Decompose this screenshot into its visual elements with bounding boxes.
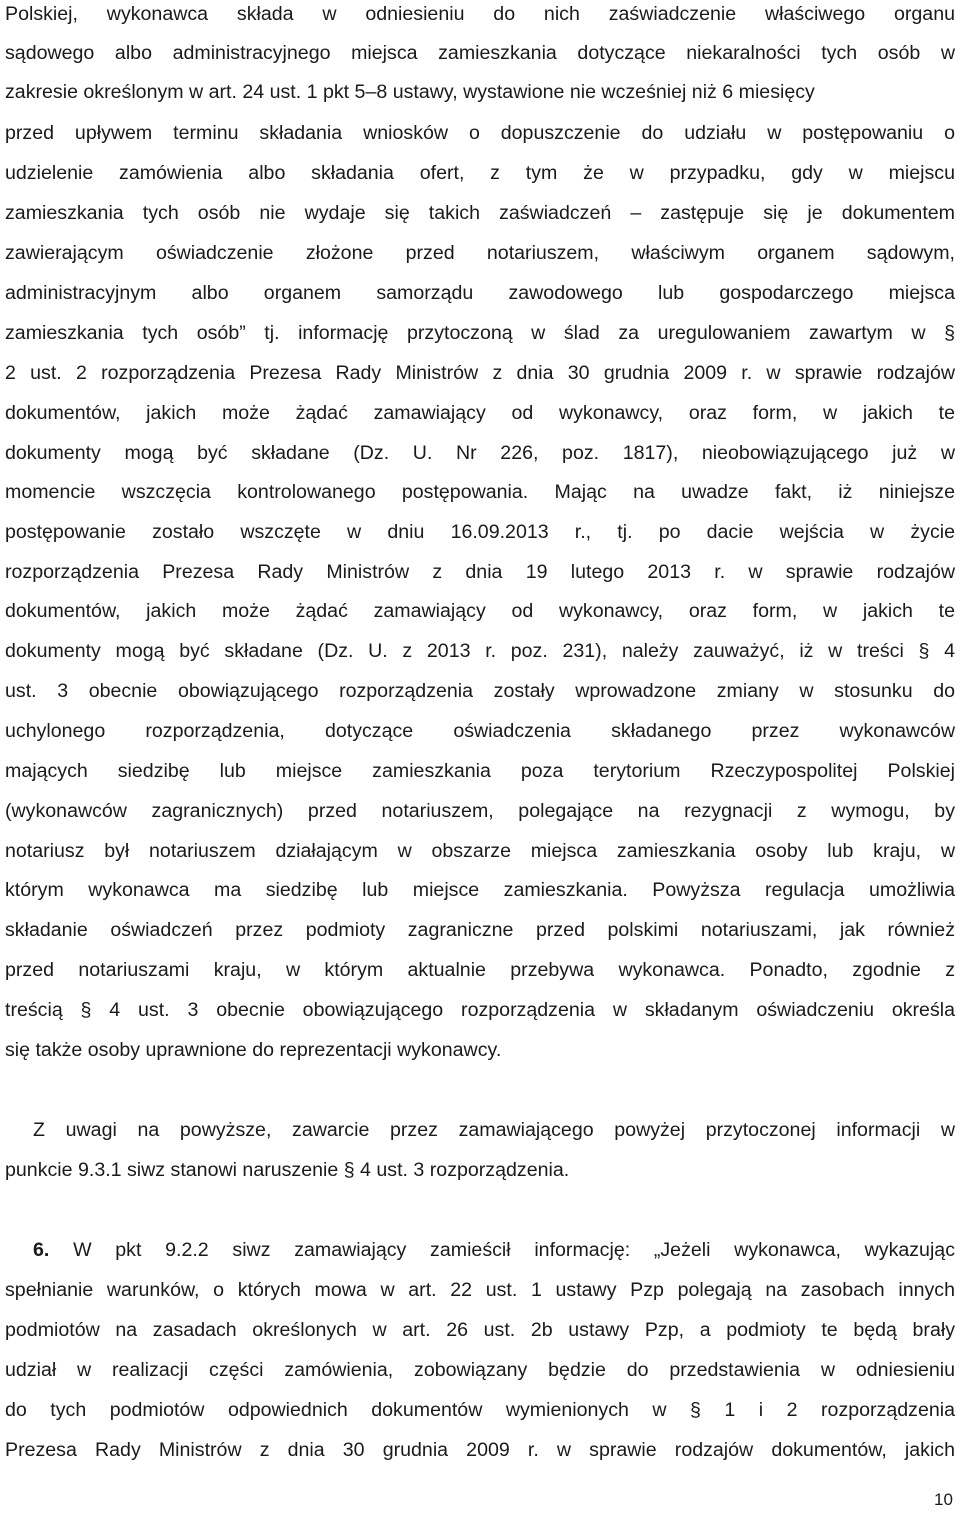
paragraph-1-line: którym wykonawca ma siedzibę lub miejsce zamieszkania. Powyższa regulacja umożliwia <box>5 879 955 901</box>
paragraph-1-line: mających siedzibę lub miejsce zamieszkania poza terytorium Rzeczypospolitej Polskiej <box>5 760 955 782</box>
paragraph-3-line: do tych podmiotów odpowiednich dokumentów wymienionych w § 1 i 2 rozporządzenia <box>5 1399 955 1421</box>
paragraph-1-line: składanie oświadczeń przez podmioty zagraniczne przed polskimi notariuszami, jak również <box>5 919 955 941</box>
paragraph-1-line: momencie wszczęcia kontrolowanego postępowania. Mając na uwadze fakt, iż niniejsze <box>5 481 955 503</box>
paragraph-1-line: dokumenty mogą być składane (Dz. U. z 2013 r. poz. 231), należy zauważyć, iż w treści § 4 <box>5 640 955 662</box>
paragraph-1-line: notariusz był notariuszem działającym w obszarze miejsca zamieszkania osoby lub kraju, w <box>5 840 955 862</box>
paragraph-1-line: zawierającym oświadczenie złożone przed notariuszem, właściwym organem sądowym, <box>5 242 955 264</box>
paragraph-1-line: Polskiej, wykonawca składa w odniesieniu do nich zaświadczenie właściwego organu <box>5 3 955 25</box>
paragraph-1-line: rozporządzenia Prezesa Rady Ministrów z dnia 19 lutego 2013 r. w sprawie rodzajów <box>5 561 955 583</box>
paragraph-1-line: udzielenie zamówienia albo składania ofert, z tym że w przypadku, gdy w miejscu <box>5 162 955 184</box>
paragraph-1-line: 2 ust. 2 rozporządzenia Prezesa Rady Ministrów z dnia 30 grudnia 2009 r. w sprawie rodzajów <box>5 362 955 384</box>
paragraph-2-line: Z uwagi na powyższe, zawarcie przez zamawiającego powyżej przytoczonej informacji w <box>33 1119 955 1141</box>
paragraph-1-line: zamieszkania tych osób nie wydaje się takich zaświadczeń – zastępuje się je dokumentem <box>5 202 955 224</box>
paragraph-1-line: ust. 3 obecnie obowiązującego rozporządzenia zostały wprowadzone zmiany w stosunku do <box>5 680 955 702</box>
paragraph-1-line: przed notariuszami kraju, w którym aktualnie przebywa wykonawca. Ponadto, zgodnie z <box>5 959 955 981</box>
paragraph-1-line: zamieszkania tych osób” tj. informację przytoczoną w ślad za uregulowaniem zawartym w § <box>5 322 955 344</box>
paragraph-1-line: dokumentów, jakich może żądać zamawiający od wykonawcy, oraz form, w jakich te <box>5 600 955 622</box>
paragraph-1-line: treścią § 4 ust. 3 obecnie obowiązującego rozporządzenia w składanym oświadczeniu określa <box>5 999 955 1021</box>
paragraph-1-line: dokumentów, jakich może żądać zamawiający od wykonawcy, oraz form, w jakich te <box>5 402 955 424</box>
paragraph-1-line: dokumenty mogą być składane (Dz. U. Nr 226, poz. 1817), nieobowiązującego już w <box>5 442 955 464</box>
paragraph-3-line: podmiotów na zasadach określonych w art. 26 ust. 2b ustawy Pzp, a podmioty te będą brały <box>5 1319 955 1341</box>
page-number: 10 <box>934 1490 953 1509</box>
paragraph-1-line: sądowego albo administracyjnego miejsca zamieszkania dotyczące niekaralności tych osób w <box>5 42 955 64</box>
paragraph-1-line: (wykonawców zagranicznych) przed notariuszem, polegające na rezygnacji z wymogu, by <box>5 800 955 822</box>
paragraph-3-line: Prezesa Rady Ministrów z dnia 30 grudnia 2009 r. w sprawie rodzajów dokumentów, jakich <box>5 1439 955 1461</box>
paragraph-3-first-line <box>33 1237 955 1263</box>
paragraph-2-line: punkcie 9.3.1 siwz stanowi naruszenie § 4 ust. 3 rozporządzenia. <box>5 1159 570 1181</box>
paragraph-1-line: postępowanie zostało wszczęte w dniu 16.09.2013 r., tj. po dacie wejścia w życie <box>5 521 955 543</box>
paragraph-3-line: spełnianie warunków, o których mowa w art. 22 ust. 1 ustawy Pzp polegają na zasobach innych <box>5 1279 955 1301</box>
paragraph-number: 6. <box>33 1239 50 1261</box>
paragraph-1-line: przed upływem terminu składania wniosków o dopuszczenie do udziału w postępowaniu o <box>5 122 955 144</box>
paragraph-1-line: się także osoby uprawnione do reprezentacji wykonawcy. <box>5 1039 502 1061</box>
paragraph-3-line: udział w realizacji części zamówienia, zobowiązany będzie do przedstawienia w odniesieniu <box>5 1359 955 1381</box>
paragraph-1-line: uchylonego rozporządzenia, dotyczące oświadczenia składanego przez wykonawców <box>5 720 955 742</box>
paragraph-1-line: administracyjnym albo organem samorządu zawodowego lub gospodarczego miejsca <box>5 282 955 304</box>
paragraph-3-line-text: W pkt 9.2.2 siwz zamawiający zamieścił informację: „Jeżeli wykonawca, wykazując <box>73 1239 955 1261</box>
paragraph-1-line: zakresie określonym w art. 24 ust. 1 pkt 5–8 ustawy, wystawione nie wcześniej niż 6 miesięcy <box>5 81 815 103</box>
